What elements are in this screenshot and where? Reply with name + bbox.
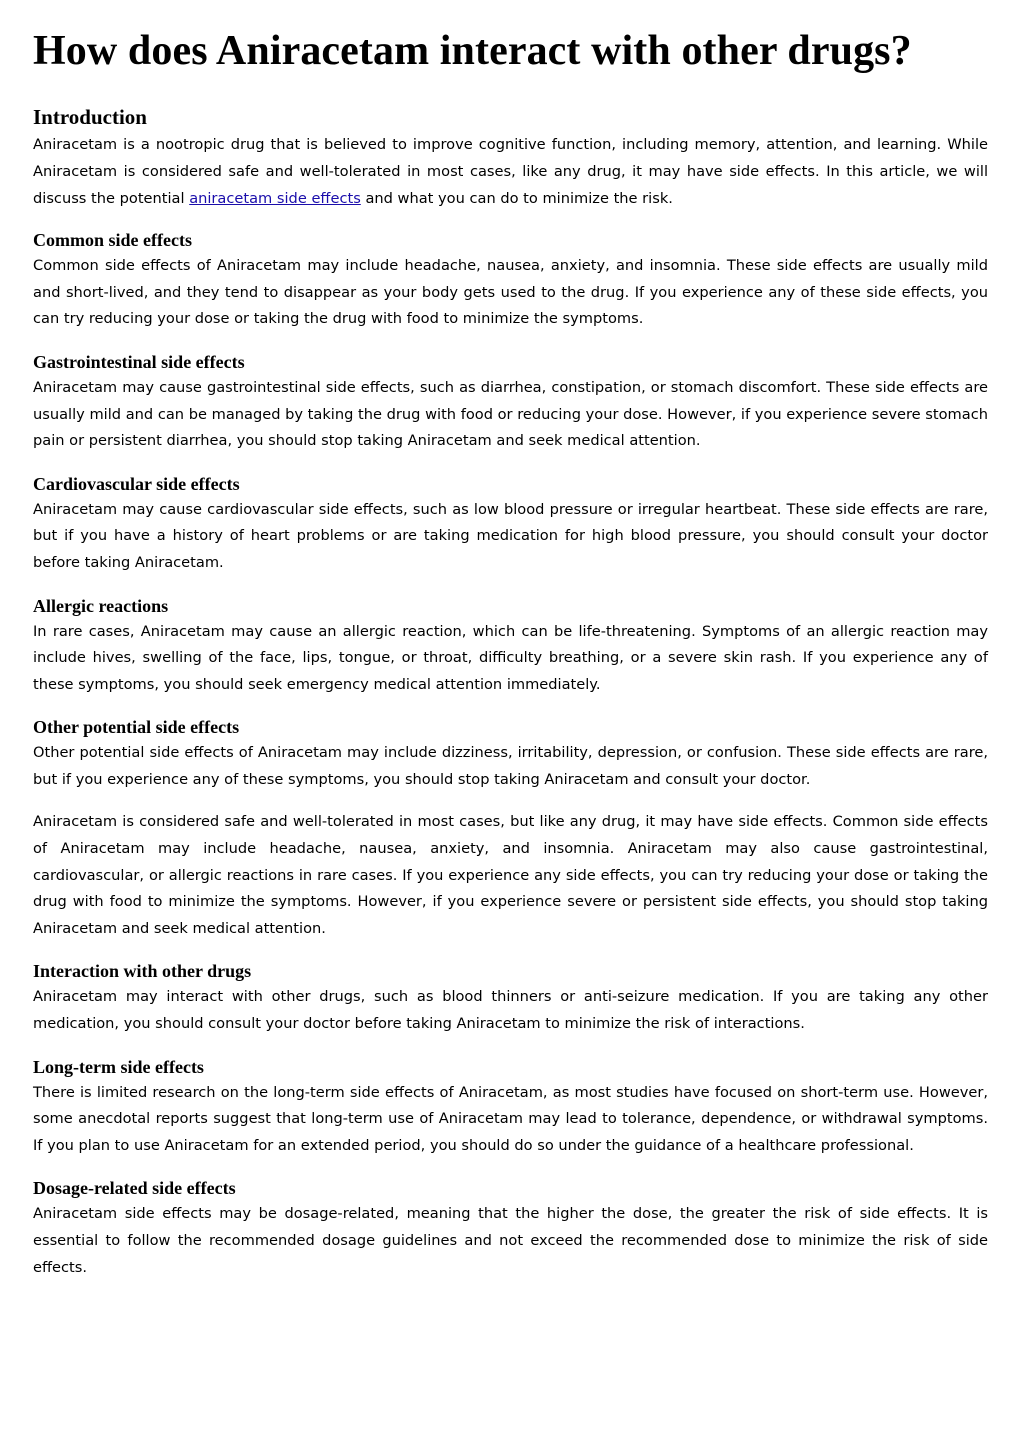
allergic-reactions-paragraph: In rare cases, Aniracetam may cause an allergic reaction, which can be life-threatening. Symptoms of an allergic reaction may include hives, swelling of the face, lips, tongue, or throat, difficulty breathing, or a severe skin rash. If you experience any of these symptoms, you should seek emergency medical attention immediately. [33,622,988,693]
section-cardiovascular-side-effects [33,471,988,577]
gastrointestinal-side-effects-heading: Gastrointestinal side effects [33,351,245,372]
section-summary [33,809,988,942]
page-title: How does Aniracetam interact with other drugs? [33,28,912,74]
long-term-side-effects-heading: Long-term side effects [33,1056,204,1077]
section-other-side-effects [33,714,988,793]
introduction-heading: Introduction [33,105,147,130]
common-side-effects-heading: Common side effects [33,230,192,251]
drug-interactions-heading: Interaction with other drugs [33,961,252,982]
drug-interactions-paragraph: Aniracetam may interact with other drugs, such as blood thinners or anti-seizure medication. If you are taking any other medication, you should consult your doctor before taking Aniracetam to minimize the risk of interactions. [33,988,988,1033]
section-long-term-side-effects [33,1054,988,1160]
aniracetam-side-effects-link[interactable]: aniracetam side effects [189,189,361,207]
section-common-side-effects [33,227,988,333]
introduction-paragraph [33,132,988,212]
dosage-related-side-effects-heading: Dosage-related side effects [33,1178,236,1199]
cardiovascular-side-effects-paragraph: Aniracetam may cause cardiovascular side effects, such as low blood pressure or irregular heartbeat. These side effects are rare, but if you have a history of heart problems or are taking medication for high blood pressure, you should consult your doctor before taking Aniracetam. [33,500,988,571]
section-gastrointestinal-side-effects [33,349,988,455]
summary-paragraph: Aniracetam is considered safe and well-tolerated in most cases, but like any drug, it may have side effects. Common side effects of Aniracetam may include headache, nausea, anxiety, and insomnia. Aniracetam may also cause gastrointestinal, cardiovascular, or allergic reactions in rare cases. If you experience any side effects, you can try reducing your dose or taking the drug with food to minimize the symptoms. However, if you experience severe or persistent side effects, you should stop taking Aniracetam and seek medical attention. [33,813,988,937]
cardiovascular-side-effects-heading: Cardiovascular side effects [33,473,240,494]
allergic-reactions-heading: Allergic reactions [33,595,169,616]
introduction-text-end: and what you can do to minimize the risk. [360,189,673,207]
section-dosage-related-side-effects [33,1175,988,1281]
long-term-side-effects-paragraph: There is limited research on the long-term side effects of Aniracetam, as most studies have focused on short-term use. However, some anecdotal reports suggest that long-term use of Aniracetam may lead to tolerance, dependence, or withdrawal symptoms. If you plan to use Aniracetam for an extended period, you should do so under the guidance of a healthcare professional. [33,1083,988,1154]
gastrointestinal-side-effects-paragraph: Aniracetam may cause gastrointestinal side effects, such as diarrhea, constipation, or stomach discomfort. These side effects are usually mild and can be managed by taking the drug with food or reducing your dose. However, if you experience severe stomach pain or persistent diarrhea, you should stop taking Aniracetam and seek medical attention. [33,378,988,450]
document-page [33,26,988,1297]
other-side-effects-heading: Other potential side effects [33,717,240,738]
dosage-related-side-effects-paragraph: Aniracetam side effects may be dosage-related, meaning that the higher the dose, the greater the risk of side effects. It is essential to follow the recommended dosage guidelines and not exceed the recommended dose to minimize the risk of side effects. [33,1205,988,1276]
common-side-effects-paragraph: Common side effects of Aniracetam may include headache, nausea, anxiety, and insomnia. These side effects are usually mild and short-lived, and they tend to disappear as your body gets used to the drug. If you experience any of these side effects, you can try reducing your dose or taking the drug with food to minimize the symptoms. [33,257,988,328]
section-allergic-reactions [33,593,988,699]
other-side-effects-paragraph: Other potential side effects of Aniracetam may include dizziness, irritability, depression, or confusion. These side effects are rare, but if you experience any of these symptoms, you should stop taking Aniracetam and consult your doctor. [33,744,988,788]
section-introduction [33,102,988,212]
section-drug-interactions [33,958,988,1037]
introduction-text-start: Aniracetam is a nootropic drug that is believed to improve cognitive function, including memory, attention, and learning. While Aniracetam is considered safe and well-tolerated in most cases, like any drug, it may have side effects. In this article, we will discuss the potential [33,136,988,207]
